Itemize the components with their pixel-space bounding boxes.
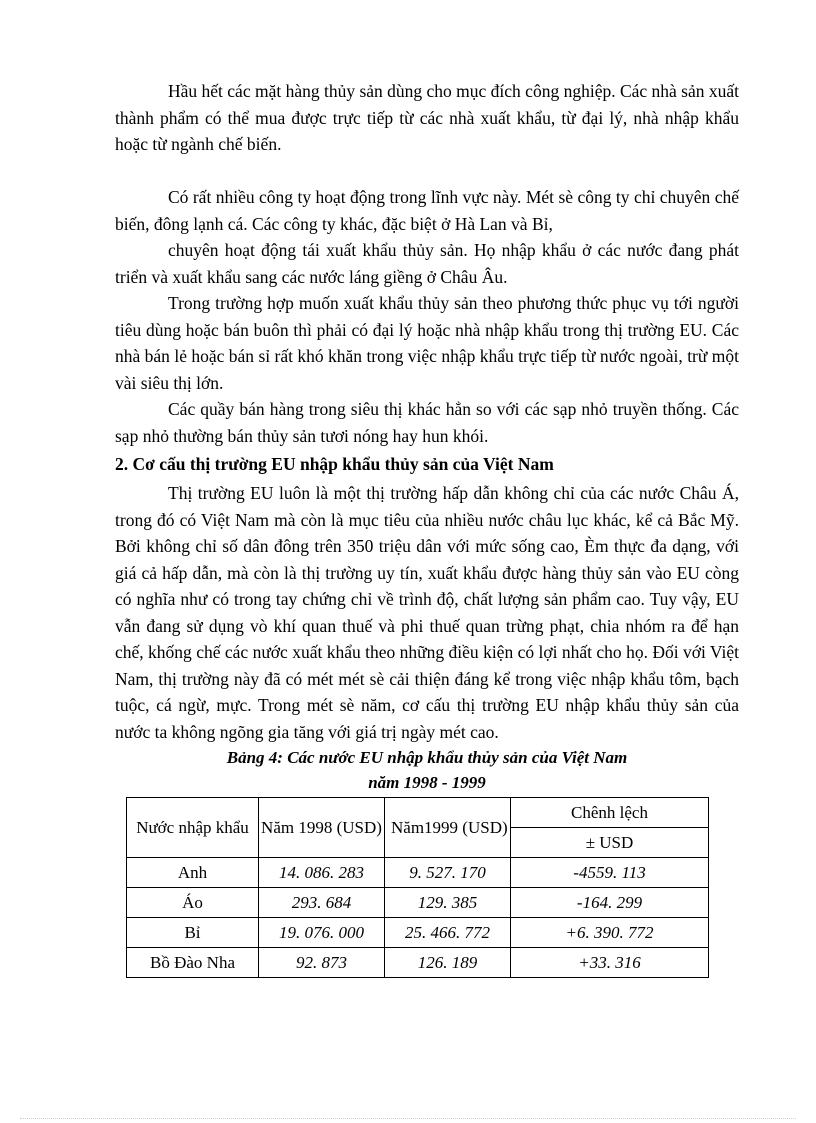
- table-row: [127, 858, 709, 888]
- cell-country: Anh: [127, 858, 259, 888]
- cell-country: Bồ Đào Nha: [127, 948, 259, 978]
- table-row: [127, 948, 709, 978]
- cell-1998: 19. 076. 000: [259, 918, 385, 948]
- cell-1998: 293. 684: [259, 888, 385, 918]
- cell-diff: +6. 390. 772: [511, 918, 709, 948]
- cell-1999: 25. 466. 772: [385, 918, 511, 948]
- cell-diff: -164. 299: [511, 888, 709, 918]
- header-1999: Năm1999 (USD): [385, 798, 511, 858]
- cell-country: Bỉ: [127, 918, 259, 948]
- paragraph-distribution: Trong trường hợp muốn xuất khẩu thủy sản theo phương thức phục vụ tới người tiêu dùng hoặc bán buôn thì phải có đại lý hoặc nhà nhập khẩu trong thị trường EU. Các nhà bán lẻ hoặc bán sỉ rất khó khăn trong việc nhập khẩu trực tiếp từ nước ngoài, trừ một vài siêu thị lớn.: [115, 293, 739, 393]
- table-caption-line2: năm 1998 - 1999: [368, 773, 486, 792]
- cell-diff: +33. 316: [511, 948, 709, 978]
- table-header-row: [127, 798, 709, 828]
- eu-import-table: [126, 797, 709, 978]
- header-diff: Chênh lệch: [511, 798, 709, 828]
- cell-1999: 126. 189: [385, 948, 511, 978]
- table-caption-line1: Bảng 4: Các nước EU nhập khẩu thủy sản của Việt Nam: [226, 748, 628, 767]
- cell-1998: 14. 086. 283: [259, 858, 385, 888]
- paragraph-industrial-use: Hầu hết các mặt hàng thủy sản dùng cho mục đích công nghiệp. Các nhà sản xuất thành phẩm có thể mua được trực tiếp từ các nhà xuất khẩu, từ đại lý, nhà nhập khẩu hoặc từ ngành chế biến.: [115, 81, 740, 154]
- cell-1998: 92. 873: [259, 948, 385, 978]
- table-row: [127, 888, 709, 918]
- section-heading: 2. Cơ cấu thị trường EU nhập khẩu thủy sản của Việt Nam: [115, 454, 554, 474]
- header-1998: Năm 1998 (USD): [259, 798, 385, 858]
- header-diff-unit: ± USD: [511, 828, 709, 858]
- cell-country: Áo: [127, 888, 259, 918]
- paragraph-companies: Có rất nhiều công ty hoạt động trong lĩnh vực này. Mét sè công ty chỉ chuyên chế biến, đông lạnh cá. Các công ty khác, đặc biệt ở Hà Lan và Bỉ,: [115, 187, 739, 234]
- page-bottom-divider: [20, 1118, 796, 1119]
- paragraph-eu-market: Thị trường EU luôn là một thị trường hấp dẫn không chỉ của các nước Châu Á, trong đó có Việt Nam mà còn là mục tiêu của nhiều nước châu lục khác, kể cả Bắc Mỹ. Bởi không chỉ số dân đông trên 350 triệu dân với mức sống cao, Èm thực đa dạng, với giá cả hấp dẫn, mà còn là thị trường uy tín, xuất khẩu được hàng thủy sản vào EU còng có nghĩa như có trong tay chứng chỉ về trình độ, chất lượng sản phẩm cao. Tuy vậy, EU vẫn đang sử dụng vò khí quan thuế và phi thuế quan trừng phạt, chia nhóm ra để hạn chế, khống chế các nước xuất khẩu theo những điều kiện có lợi nhất cho họ. Đối với Việt Nam, thị trường này đã có mét mét sè cải thiện đáng kể trong việc nhập khẩu tôm, bạch tuộc, cá ngừ, mực. Trong mét sè năm, cơ cấu thị trường EU nhập khẩu thủy sản của nước ta không ngõng gia tăng với giá trị ngày mét cao.: [115, 483, 739, 742]
- cell-1999: 129. 385: [385, 888, 511, 918]
- header-country: Nước nhập khẩu: [127, 798, 259, 858]
- cell-diff: -4559. 113: [511, 858, 709, 888]
- paragraph-supermarkets: Các quầy bán hàng trong siêu thị khác hẳn so với các sạp nhỏ truyền thống. Các sạp nhỏ thường bán thủy sản tươi nóng hay hun khói.: [115, 399, 739, 446]
- table-row: [127, 918, 709, 948]
- paragraph-reexport: chuyên hoạt động tái xuất khẩu thủy sản. Họ nhập khẩu ở các nước đang phát triển và xuất khẩu sang các nước láng giềng ở Châu Âu.: [115, 240, 739, 287]
- cell-1999: 9. 527. 170: [385, 858, 511, 888]
